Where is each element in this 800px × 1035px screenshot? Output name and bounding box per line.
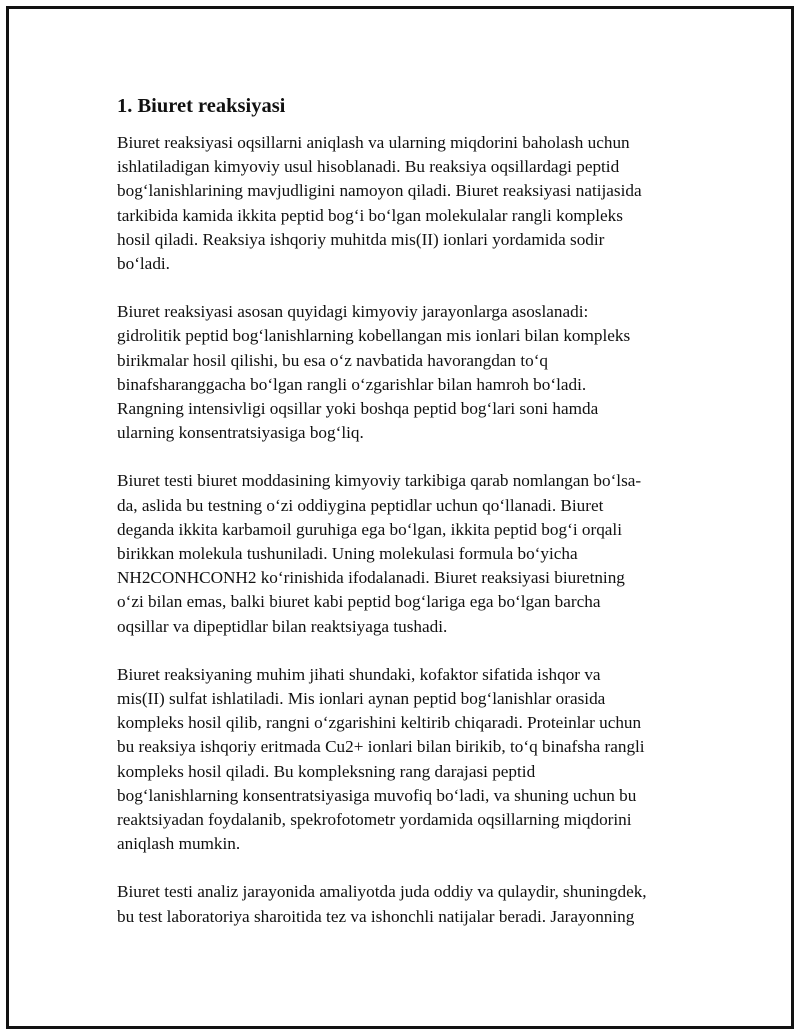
paragraph-intro <box>117 131 697 276</box>
paragraph-line: tarkibida kamida ikkita peptid bogʻi boʻlgan molekulalar rangli kompleks <box>117 205 623 225</box>
section-heading: 1. Biuret reaksiyasi <box>117 95 286 117</box>
paragraph-line: bu reaksiya ishqoriy eritmada Cu2+ ionlari bilan birikib, toʻq binafsha rangli <box>117 737 645 757</box>
paragraph-mechanism <box>117 300 697 445</box>
paragraph-line: bu test laboratoriya sharoitida tez va ishonchli natijalar beradi. Jarayonning <box>117 906 635 926</box>
paragraph-line: bogʻlanishlarning konsentratsiyasiga muvofiq boʻladi, va shuning uchun bu <box>117 785 637 805</box>
paragraph-line: deganda ikkita karbamoil guruhiga ega boʻlgan, ikkita peptid bogʻi orqali <box>117 519 622 539</box>
paragraph-line: Biuret testi analiz jarayonida amaliyotda juda oddiy va qulaydir, shuningdek, <box>117 882 647 902</box>
paragraph-line: hosil qiladi. Reaksiya ishqoriy muhitda mis(II) ionlari yordamida sodir <box>117 229 605 249</box>
paragraph-line: oqsillar va dipeptidlar bilan reaktsiyaga tushadi. <box>117 616 448 636</box>
paragraph-line: ularning konsentratsiyasiga bogʻliq. <box>117 423 364 443</box>
paragraph-line: Biuret testi biuret moddasining kimyoviy tarkibiga qarab nomlangan boʻlsa- <box>117 471 642 491</box>
paragraph-line: mis(II) sulfat ishlatiladi. Mis ionlari aynan peptid bogʻlanishlar orasida <box>117 689 606 709</box>
paragraph-line: bogʻlanishlarining mavjudligini namoyon qiladi. Biuret reaksiyasi natijasida <box>117 181 642 201</box>
paragraph-line: boʻladi. <box>117 254 170 274</box>
paragraph-line: ishlatiladigan kimyoviy usul hisoblanadi. Bu reaksiya oqsillardagi peptid <box>117 157 620 177</box>
paragraph-line: gidrolitik peptid bogʻlanishlarning kobellangan mis ionlari bilan kompleks <box>117 326 631 346</box>
paragraph-line: aniqlash mumkin. <box>117 834 241 854</box>
paragraph-line: reaktsiyadan foydalanib, spekrofotometr yordamida oqsillarning miqdorini <box>117 810 632 830</box>
document-content <box>117 92 697 929</box>
paragraph-line: da, aslida bu testning oʻzi oddiygina peptidlar uchun qoʻllanadi. Biuret <box>117 495 604 515</box>
paragraph-line: oʻzi bilan emas, balki biuret kabi peptid bogʻlariga ega boʻlgan barcha <box>117 592 601 612</box>
paragraph-line: Biuret reaksiyasi oqsillarni aniqlash va ularning miqdorini baholash uchun <box>117 133 630 152</box>
paragraph-biuret-definition <box>117 469 697 638</box>
paragraph-line: kompleks hosil qilib, rangni oʻzgarishini keltirib chiqaradi. Proteinlar uchun <box>117 713 642 733</box>
paragraph-line: binafsharanggacha boʻlgan rangli oʻzgarishlar bilan hamroh boʻladi. <box>117 374 587 394</box>
paragraph-line: Biuret reaksiyasi asosan quyidagi kimyoviy jarayonlarga asoslanadi: <box>117 302 589 322</box>
paragraph-line: birikkan molekula tushuniladi. Uning molekulasi formula boʻyicha <box>117 544 578 564</box>
paragraph-line: NH2CONHCONH2 koʻrinishida ifodalanadi. Biuret reaksiyasi biuretning <box>117 568 625 588</box>
paragraph-analysis <box>117 880 697 928</box>
paragraph-reaction-aspect <box>117 663 697 857</box>
paragraph-line: kompleks hosil qiladi. Bu kompleksning rang darajasi peptid <box>117 761 536 781</box>
paragraph-line: birikmalar hosil qilishi, bu esa oʻz navbatida havorangdan toʻq <box>117 350 549 370</box>
paragraph-line: Rangning intensivligi oqsillar yoki boshqa peptid bogʻlari soni hamda <box>117 399 599 419</box>
paragraph-line: Biuret reaksiyaning muhim jihati shundaki, kofaktor sifatida ishqor va <box>117 664 601 684</box>
